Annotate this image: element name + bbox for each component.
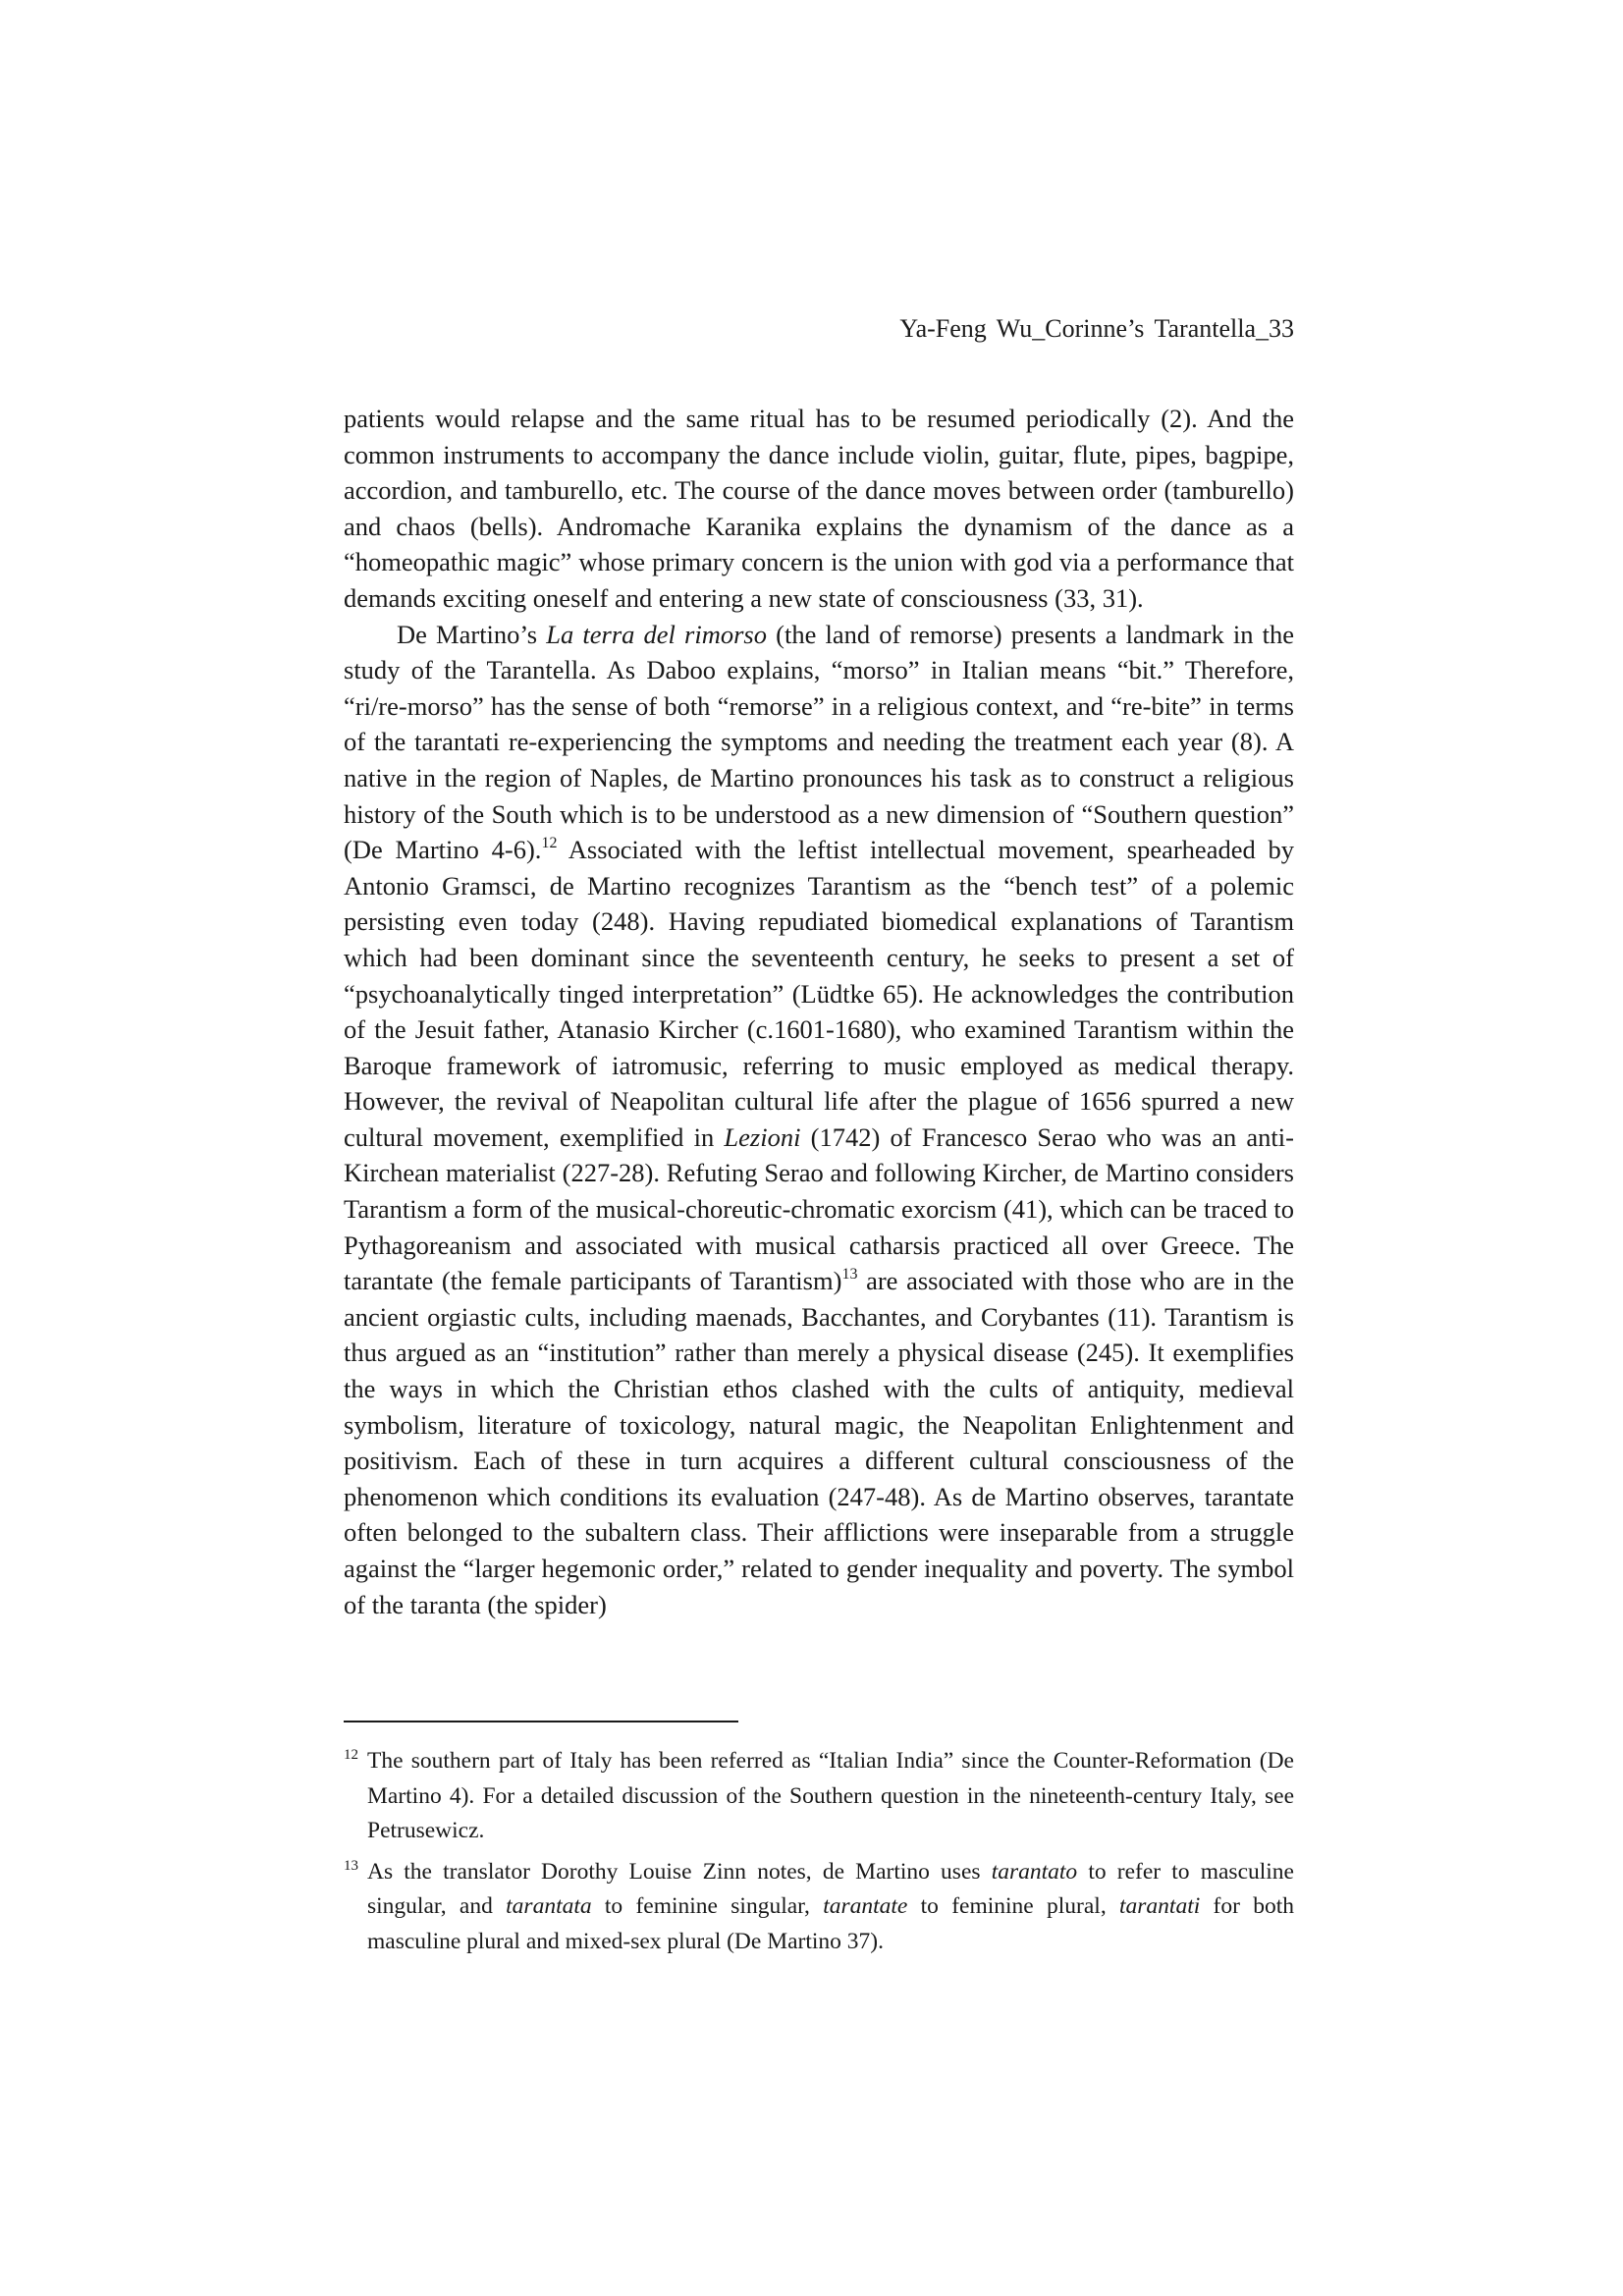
paragraph-2-part-e: are associated with those who are in the ancient orgiastic cults, including maenads, Bacchantes, and Corybantes (11). Tarantism is thus argued as an “institution” rather than merely a physical disease (245). It exemplifies the ways in which the Christian ethos clashed with the cults of antiquity, medieval symbolism, literature of toxicology, natural magic, the Neapolitan Enlightenment and positivism. Each of these in turn acquires a different cultural consciousness of the phenomenon which conditions its evaluation (247-48). As de Martino observes, tarantate often belonged to the subaltern class. Their afflictions were inseparable from a struggle against the “larger hegemonic order,” related to gender inequality and poverty. The symbol of the taranta (the spider) — [344, 1266, 1294, 1619]
footnote-13 — [344, 1855, 1294, 1960]
paragraph-2-part-d: (1742) of Francesco Serao who was an anti-Kirchean materialist (227-28). Refuting Serao and following Kircher, de Martino considers Tarantism a form of the musical-choreutic-chromatic exorcism (41), which can be traced to Pythagoreanism and associated with musical catharsis practiced all over Greece. The tarantate (the female participants of Tarantism) — [344, 1121, 1294, 1296]
paragraph-2-part-c: Associated with the leftist intellectual movement, spearheaded by Antonio Gramsci, de Martino recognizes Tarantism as the “bench test” of a polemic persisting even today (248). Having repudiated biomedical explanations of Tarantism which had been dominant since the seventeenth century, he seeks to present a set of “psychoanalytically tinged interpretation” (Lüdtke 65). He acknowledges the contribution of the Jesuit father, Atanasio Kircher (c.1601-1680), who examined Tarantism within the Baroque framework of iatromusic, referring to music employed as medical therapy. However, the revival of Neapolitan cultural life after the plague of 1656 spurred a new cultural movement, exemplified in — [344, 835, 1294, 1152]
body-text — [344, 401, 1294, 1622]
footnote-text-part: for both masculine plural and mixed-sex plural (De Martino 37). — [367, 1893, 1295, 1954]
paragraph-2-part-b: (the land of remorse) presents a landmark in the study of the Tarantella. As Daboo explains, “morso” in Italian means “bit.” Therefore, “ri/re-morso” has the sense of both “remorse” in a religious context, and “re-bite” in terms of the tarantati re-experiencing the symptoms and needing the treatment each year (8). A native in the region of Naples, de Martino pronounces his task as to construct a religious history of the South which is to be understood as a new dimension of “Southern question” (De Martino 4-6). — [344, 619, 1295, 865]
footnote-text-part: As the translator Dorothy Louise Zinn notes, de Martino uses — [367, 1858, 992, 1885]
footnote-text-part: to refer to masculine singular, and — [367, 1858, 1294, 1919]
footnote-number: 13 — [344, 1857, 358, 1874]
book-title: La terra del rimorso — [546, 619, 767, 649]
work-title-lezioni: Lezioni — [724, 1121, 801, 1152]
footnote-text: The southern part of Italy has been referred as “Italian India” since the Counter-Reformation (De Martino 4). For a detailed discussion of the Southern question in the nineteenth-century Italy, see Petrusewicz. — [367, 1748, 1294, 1843]
paragraph-1: patients would relapse and the same ritual has to be resumed periodically (2). And the common instruments to accompany the dance include violin, guitar, flute, pipes, bagpipe, accordion, and tamburello, etc. The course of the dance moves between order (tamburello) and chaos (bells). Andromache Karanika explains the dynamism of the dance as a “homeopathic magic” whose primary concern is the union with god via a performance that demands exciting oneself and entering a new state of consciousness (33, 31). — [344, 404, 1294, 613]
paragraph-2-part-a: De Martino’s — [397, 619, 547, 649]
footnotes — [344, 1744, 1294, 1965]
footnote-number: 12 — [344, 1747, 358, 1763]
paragraph-2 — [344, 617, 1294, 1623]
footnote-ref-12[interactable]: 12 — [541, 835, 558, 852]
footnote-text-part: to feminine plural, — [907, 1893, 1119, 1919]
term-tarantati: tarantati — [1119, 1893, 1201, 1919]
footnote-12 — [344, 1744, 1294, 1849]
footnote-ref-13[interactable]: 13 — [841, 1266, 858, 1284]
term-tarantata: tarantata — [506, 1893, 592, 1919]
footnote-divider — [344, 1721, 738, 1722]
term-tarantato: tarantato — [991, 1858, 1078, 1885]
running-head: Ya-Feng Wu_Corinne’s Tarantella_33 — [899, 314, 1294, 343]
footnote-text-part: to feminine singular, — [591, 1893, 824, 1919]
term-tarantate: tarantate — [823, 1893, 908, 1919]
footnote-text — [367, 1859, 1294, 1954]
